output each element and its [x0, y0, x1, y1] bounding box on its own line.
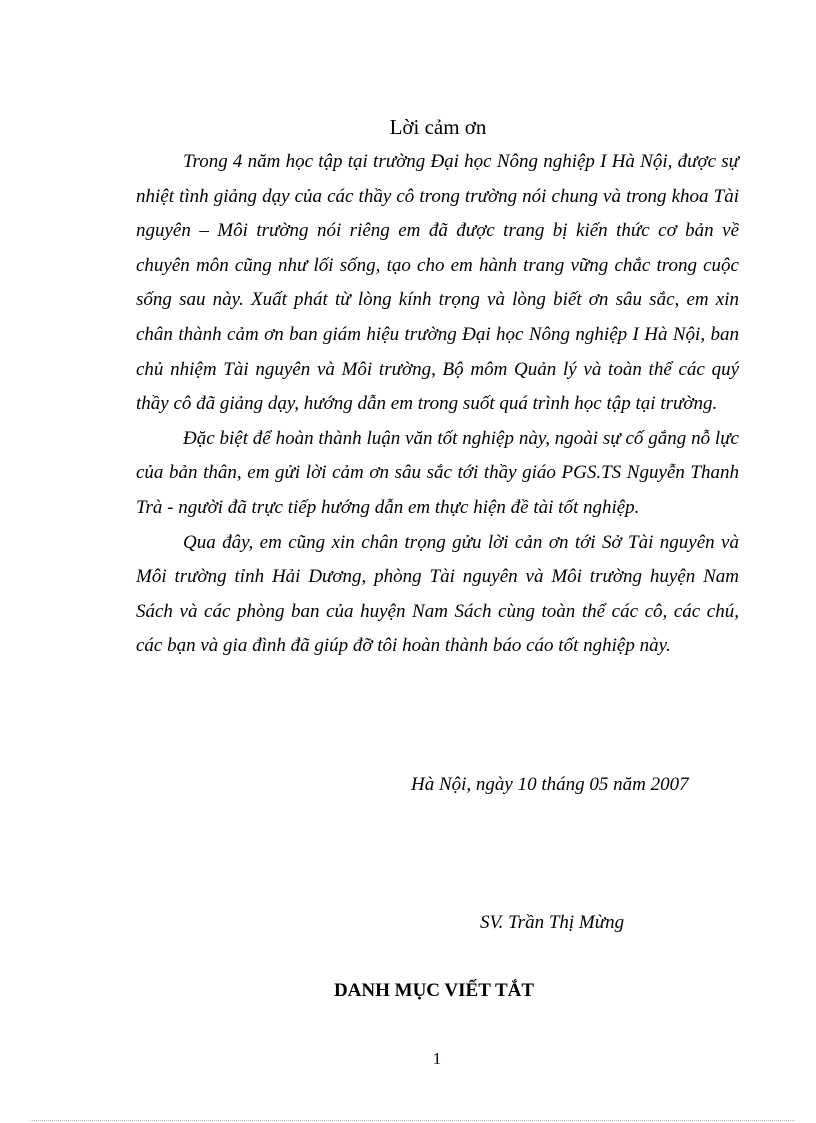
acknowledgement-body	[136, 145, 739, 664]
page-title: Lời cảm ơn	[389, 115, 487, 139]
page-border	[30, 1120, 795, 1121]
paragraph-1: Trong 4 năm học tập tại trường Đại học Nông nghiệp I Hà Nội, được sự nhiệt tình giảng dạy của các thầy cô trong trường nói chung và trong khoa Tài nguyên – Môi trường nói riêng em đã được trang bị kiến thức cơ bản về chuyên môn cũng như lối sống, tạo cho em hành trang vững chắc trong cuộc sống sau này. Xuất phát từ lòng kính trọng và lòng biết ơn sâu sắc, em xin chân thành cảm ơn ban giám hiệu trường Đại học Nông nghiệp I Hà Nội, ban chủ nhiệm Tài nguyên và Môi trường, Bộ môm Quản lý và toàn thể các quý thầy cô đã giảng dạy, hướng dẫn em trong suốt quá trình học tập tại trường.	[136, 151, 739, 415]
paragraph-2: Đặc biệt để hoàn thành luận văn tốt nghiệp này, ngoài sự cố gắng nỗ lực của bản thân, em gửi lời cảm ơn sâu sắc tới thầy giáo PGS.TS Nguyễn Thanh Trà - người đã trực tiếp hướng dẫn em thực hiện đề tài tốt nghiệp.	[136, 427, 739, 518]
date-line: Hà Nội, ngày 10 tháng 05 năm 2007	[411, 774, 689, 795]
signature: SV. Trần Thị Mừng	[480, 912, 625, 933]
page-number: 1	[432, 1049, 442, 1068]
section-heading: DANH MỤC VIẾT TẮT	[333, 980, 535, 1001]
paragraph-3: Qua đây, em cũng xin chân trọng gửu lời cản ơn tới Sở Tài nguyên và Môi trường tỉnh Hải Dương, phòng Tài nguyên và Môi trường huyện Nam Sách và các phòng ban của huyện Nam Sách cùng toàn thể các cô, các chú, các bạn và gia đình đã giúp đỡ tôi hoàn thành báo cáo tốt nghiệp này.	[136, 531, 739, 657]
